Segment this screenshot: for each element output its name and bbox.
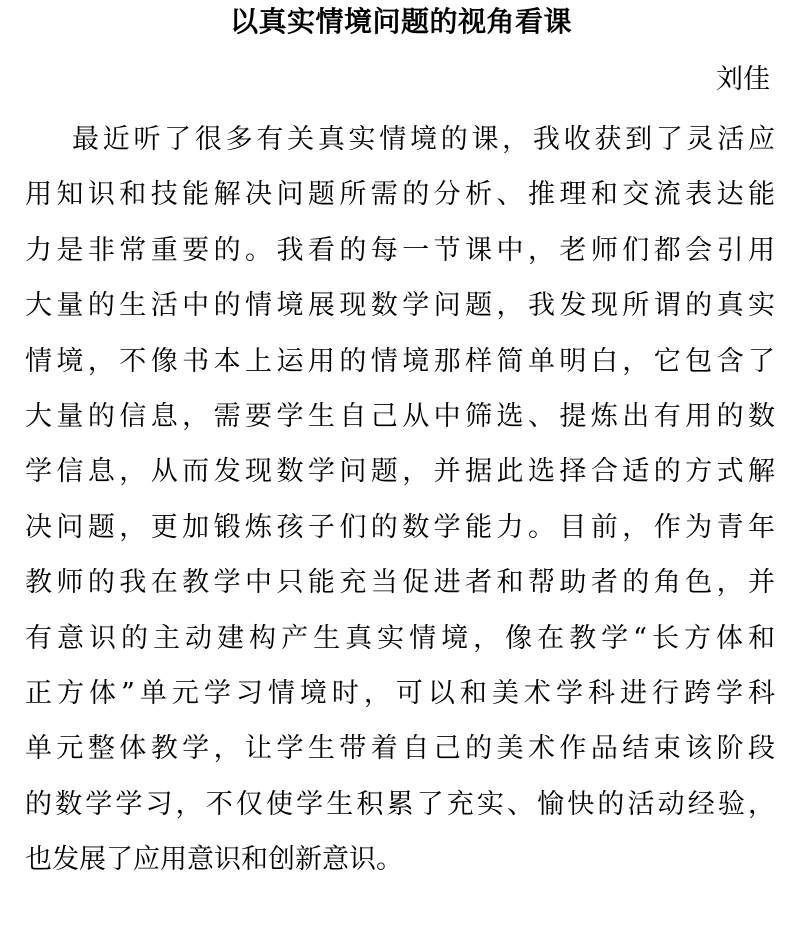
document-title: 以真实情境问题的视角看课 [229,5,572,38]
paragraph-line-8: 决问题，更加锻炼孩子们的数学能力。目前，作为青年 [25,511,775,543]
body-paragraph [25,112,775,887]
author-name: 刘佳 [716,64,770,95]
paragraph-line-12: 单元整体教学，让学生带着自己的美术作品结束该阶段 [25,733,775,765]
paragraph-line-10: 有意识的主动建构产生真实情境，像在教学“长方体和 [25,622,775,654]
paragraph-line-1: 最近听了很多有关真实情境的课，我收获到了灵活应 [72,124,775,155]
paragraph-line-13: 的数学学习，不仅使学生积累了充实、愉快的活动经验， [25,788,775,820]
paragraph-line-11: 正方体”单元学习情境时，可以和美术学科进行跨学科 [25,677,775,709]
paragraph-line-9: 教师的我在教学中只能充当促进者和帮助者的角色，并 [25,567,775,599]
paragraph-line-6: 大量的信息，需要学生自己从中筛选、提炼出有用的数 [25,400,775,432]
paragraph-line-5: 情境，不像书本上运用的情境那样简单明白，它包含了 [25,345,775,377]
paragraph-line-2: 用知识和技能解决问题所需的分析、推理和交流表达能 [25,179,775,211]
paragraph-line-3: 力是非常重要的。我看的每一节课中，老师们都会引用 [25,234,775,266]
paragraph-line-4: 大量的生活中的情境展现数学问题，我发现所谓的真实 [25,290,775,322]
paragraph-line-7: 学信息，从而发现数学问题，并据此选择合适的方式解 [25,456,775,488]
paragraph-line-14: 也发展了应用意识和创新意识。 [25,844,403,876]
